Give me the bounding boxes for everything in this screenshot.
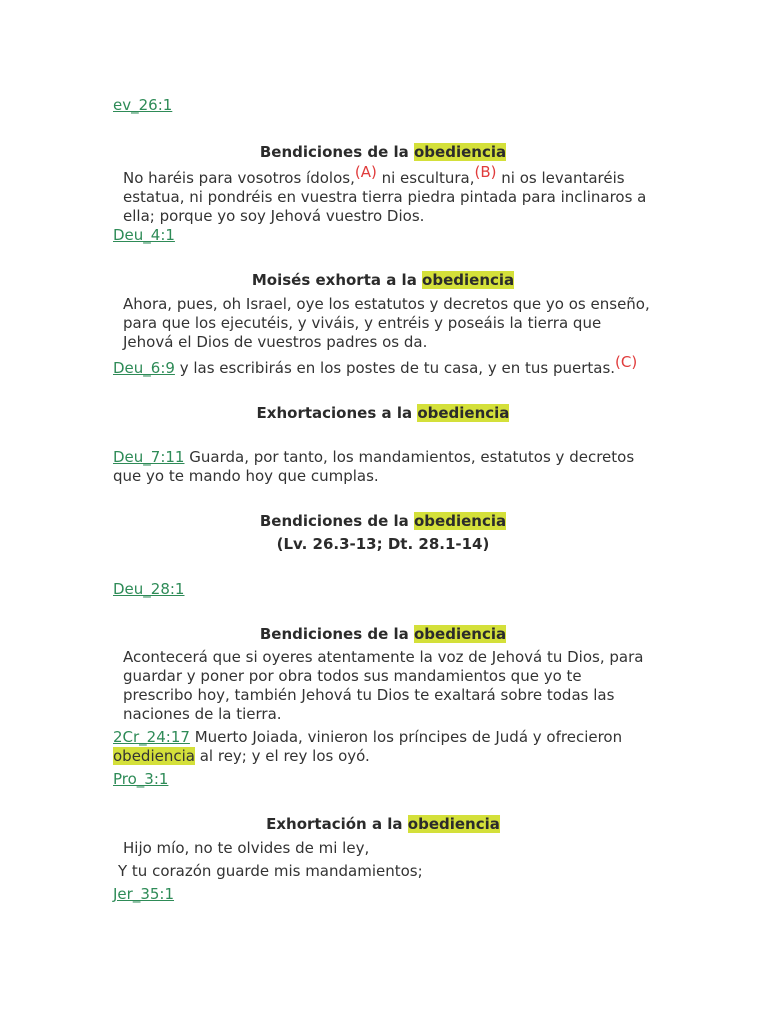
verse-link[interactable]: Deu_7:11	[113, 448, 185, 466]
verse-link[interactable]: Jer_35:1	[113, 885, 175, 903]
footnote-marker[interactable]: (A)	[354, 163, 377, 181]
footnote-marker[interactable]: (B)	[474, 163, 497, 181]
poem-line: Hijo mío, no te olvides de mi ley,	[123, 839, 370, 857]
poem-line: Y tu corazón guarde mis mandamientos;	[118, 862, 423, 880]
keyword-highlight: obediencia	[407, 815, 500, 833]
keyword-highlight: obediencia	[414, 143, 507, 161]
verse-link[interactable]: ev_26:1	[113, 96, 173, 114]
verse-text: No haréis para vosotros ídolos,$^{(A)}$ ni escultura,$^{(B)}$ ni os levantaréis estatua, ni pondréis en vuestra tierra piedra pintada para inclinaros a ella; porque yo soy Jehová vuestro Dios.	[123, 163, 647, 225]
section-heading: Exhortaciones a la obediencia	[256, 404, 510, 422]
section-subheading: (Lv. 26.3-13; Dt. 28.1-14)	[276, 535, 490, 553]
keyword-highlight: obediencia	[113, 747, 195, 765]
keyword-highlight: obediencia	[417, 404, 510, 422]
verse-link[interactable]: Deu_6:9	[113, 359, 175, 377]
footnote-marker[interactable]: (C)	[615, 353, 638, 371]
document-body	[113, 96, 653, 904]
verse-text: Ahora, pues, oh Israel, oye los estatutos y decretos que yo os enseño, para que los ejecutéis, y viváis, y entréis y poseáis la tierra que Jehová el Dios de vuestros padres os da.	[123, 295, 650, 351]
keyword-highlight: obediencia	[414, 512, 507, 530]
verse-link[interactable]: Pro_3:1	[113, 770, 169, 788]
verse-link[interactable]: Deu_4:1	[113, 226, 175, 244]
section-heading: Moisés exhorta a la obediencia	[251, 271, 515, 289]
verse-line: 2Cr_24:17 Muerto Joiada, vinieron los príncipes de Judá y ofrecieron obediencia al rey; y el rey los oyó.	[113, 728, 623, 765]
section-heading: Bendiciones de la obediencia	[259, 143, 507, 161]
section-heading: Bendiciones de la obediencia	[259, 625, 507, 643]
keyword-highlight: obediencia	[414, 625, 507, 643]
verse-text: Acontecerá que si oyeres atentamente la voz de Jehová tu Dios, para guardar y poner por obra todos sus mandamientos que yo te prescribo hoy, también Jehová tu Dios te exaltará sobre todas las naciones de la tierra.	[123, 648, 644, 723]
verse-link[interactable]: Deu_28:1	[113, 580, 185, 598]
section-heading: Exhortación a la obediencia	[266, 815, 500, 833]
verse-line: Deu_6:9 y las escribirás en los postes de tu casa, y en tus puertas.$^{(C)}$	[113, 353, 638, 377]
keyword-highlight: obediencia	[422, 271, 515, 289]
verse-link[interactable]: 2Cr_24:17	[113, 728, 190, 746]
section-heading: Bendiciones de la obediencia	[259, 512, 507, 530]
verse-line: Deu_7:11 Guarda, por tanto, los mandamientos, estatutos y decretos que yo te mando hoy que cumplas.	[113, 448, 635, 485]
